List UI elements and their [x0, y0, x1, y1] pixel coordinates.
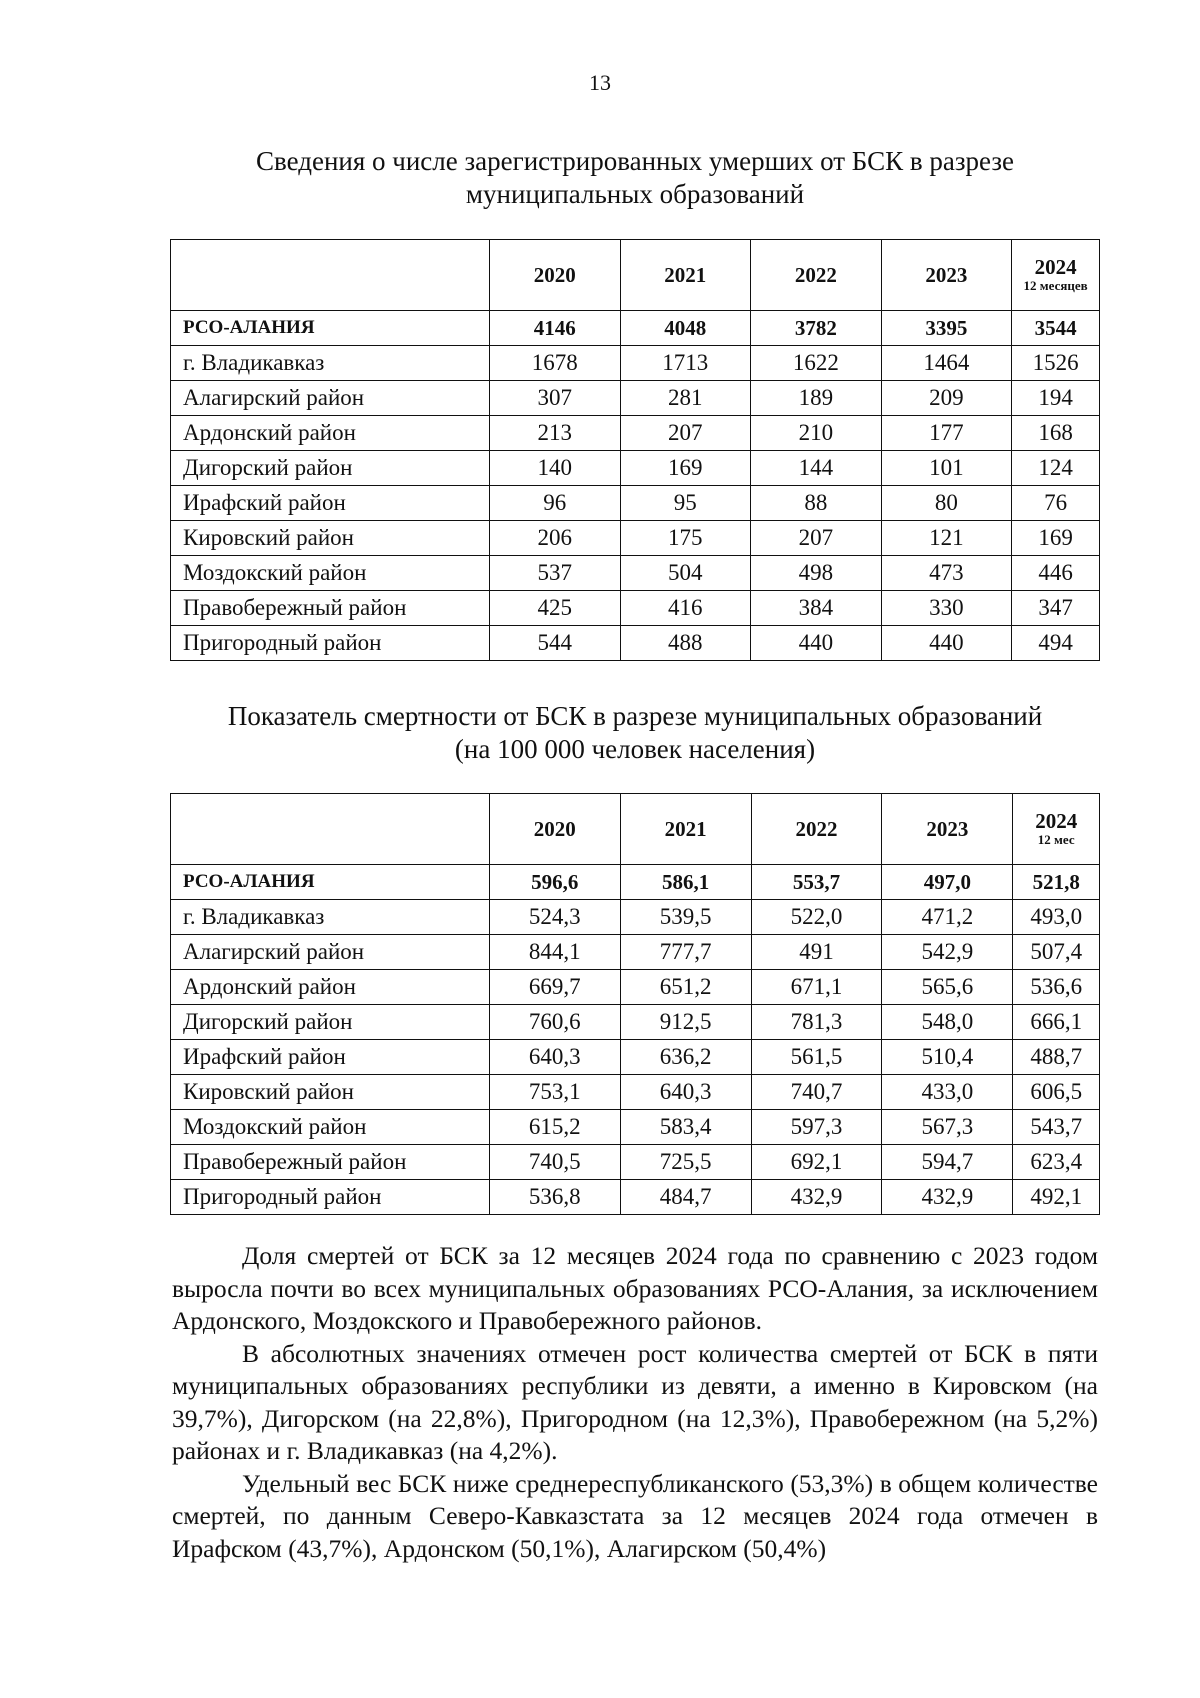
- region-name: Дигорский район: [171, 451, 490, 486]
- value-2023: 80: [881, 486, 1012, 521]
- table-row: [171, 1005, 1100, 1040]
- table-header-row: [171, 240, 1100, 311]
- header-2024: [1012, 240, 1100, 311]
- table-header-row: [171, 794, 1100, 865]
- value-2021: 484,7: [620, 1180, 751, 1215]
- value-2023: 440: [881, 626, 1012, 661]
- value-2023: 542,9: [882, 935, 1013, 970]
- region-name: Ирафский район: [171, 486, 490, 521]
- value-2023: 473: [881, 556, 1012, 591]
- value-2022: 189: [751, 381, 882, 416]
- value-2022: 692,1: [751, 1145, 882, 1180]
- value-2024: 493,0: [1013, 900, 1100, 935]
- value-2020: 615,2: [489, 1110, 620, 1145]
- value-2021: 725,5: [620, 1145, 751, 1180]
- table-row: [171, 591, 1100, 626]
- header-2021: 2021: [620, 240, 751, 311]
- value-2022: 440: [751, 626, 882, 661]
- deaths-count-table: [170, 239, 1100, 661]
- value-2020: 753,1: [489, 1075, 620, 1110]
- region-name: Ардонский район: [171, 416, 490, 451]
- value-2020: 4146: [489, 311, 620, 346]
- value-2023: 497,0: [882, 865, 1013, 900]
- value-2023: 433,0: [882, 1075, 1013, 1110]
- value-2021: 175: [620, 521, 751, 556]
- mortality-rate-table: [170, 793, 1100, 1215]
- header-2024-period: 12 месяцев: [1023, 278, 1088, 293]
- value-2022: 384: [751, 591, 882, 626]
- value-2020: 740,5: [489, 1145, 620, 1180]
- table-row: [171, 521, 1100, 556]
- value-2024: 507,4: [1013, 935, 1100, 970]
- value-2023: 548,0: [882, 1005, 1013, 1040]
- value-2022: 210: [751, 416, 882, 451]
- value-2020: 524,3: [489, 900, 620, 935]
- value-2022: 1622: [751, 346, 882, 381]
- value-2022: 3782: [751, 311, 882, 346]
- paragraph: Удельный вес БСК ниже среднереспубликанского (53,3%) в общем количестве смертей, по данным Северо-Кавказстата за 12 месяцев 2024 года отмечен в Ирафском (43,7%), Ардонском (50,1%), Алагирском (50,4%): [172, 1468, 1098, 1563]
- header-2023: 2023: [882, 794, 1013, 865]
- paragraph: В абсолютных значениях отмечен рост количества смертей от БСК в пяти муниципальных образованиях республики из девяти, а именно в Кировском (на 39,7%), Дигорском (на 22,8%), Пригородном (на 12,3%), Правобережном (на 5,2%) районах и г. Владикавказ (на 4,2%).: [172, 1338, 1098, 1465]
- table2-title-line1: Показатель смертности от БСК в разрезе муниципальных образований: [227, 701, 1043, 731]
- deaths-count-body: [171, 311, 1100, 661]
- value-2023: 101: [881, 451, 1012, 486]
- table-row: [171, 381, 1100, 416]
- table-row: [171, 1110, 1100, 1145]
- value-2024: 76: [1012, 486, 1100, 521]
- region-name: Ардонский район: [171, 970, 490, 1005]
- table-row: [171, 1075, 1100, 1110]
- value-2021: 640,3: [620, 1075, 751, 1110]
- table-row: [171, 1145, 1100, 1180]
- value-2022: 561,5: [751, 1040, 882, 1075]
- value-2020: 536,8: [489, 1180, 620, 1215]
- value-2021: 912,5: [620, 1005, 751, 1040]
- value-2021: 207: [620, 416, 751, 451]
- value-2021: 651,2: [620, 970, 751, 1005]
- region-name: г. Владикавказ: [171, 346, 490, 381]
- value-2021: 488: [620, 626, 751, 661]
- value-2021: 4048: [620, 311, 751, 346]
- table-row: [171, 346, 1100, 381]
- value-2022: 491: [751, 935, 882, 970]
- value-2022: 144: [751, 451, 882, 486]
- header-2023: 2023: [881, 240, 1012, 311]
- region-name: РСО-АЛАНИЯ: [171, 311, 490, 346]
- value-2024: 168: [1012, 416, 1100, 451]
- value-2020: 213: [489, 416, 620, 451]
- value-2024: 666,1: [1013, 1005, 1100, 1040]
- value-2022: 597,3: [751, 1110, 882, 1145]
- value-2021: 416: [620, 591, 751, 626]
- value-2020: 206: [489, 521, 620, 556]
- value-2020: 844,1: [489, 935, 620, 970]
- header-2024: [1013, 794, 1100, 865]
- table2-title: [170, 700, 1100, 766]
- value-2022: 671,1: [751, 970, 882, 1005]
- value-2023: 565,6: [882, 970, 1013, 1005]
- header-2022: 2022: [751, 240, 882, 311]
- table-row: [171, 556, 1100, 591]
- value-2024: 488,7: [1013, 1040, 1100, 1075]
- value-2021: 583,4: [620, 1110, 751, 1145]
- header-2024-year: 2024: [1034, 255, 1077, 279]
- region-name: Кировский район: [171, 521, 490, 556]
- value-2020: 1678: [489, 346, 620, 381]
- value-2024: 1526: [1012, 346, 1100, 381]
- header-2024-period: 12 мес: [1037, 832, 1075, 847]
- page-number: 13: [589, 70, 611, 95]
- table2-title-line2: (на 100 000 человек населения): [454, 734, 816, 764]
- value-2020: 640,3: [489, 1040, 620, 1075]
- body-text: [172, 1240, 1098, 1565]
- value-2021: 586,1: [620, 865, 751, 900]
- paragraph: Доля смертей от БСК за 12 месяцев 2024 года по сравнению с 2023 годом выросла почти во всех муниципальных образованиях РСО-Алания, за исключением Ардонского, Моздокского и Правобережного районов.: [172, 1241, 1098, 1335]
- table-row: [171, 1040, 1100, 1075]
- region-name: Пригородный район: [171, 1180, 490, 1215]
- value-2021: 504: [620, 556, 751, 591]
- table-row: [171, 451, 1100, 486]
- value-2021: 777,7: [620, 935, 751, 970]
- value-2024: 492,1: [1013, 1180, 1100, 1215]
- value-2024: 606,5: [1013, 1075, 1100, 1110]
- table-row: [171, 900, 1100, 935]
- value-2022: 432,9: [751, 1180, 882, 1215]
- value-2022: 522,0: [751, 900, 882, 935]
- table-row: [171, 1180, 1100, 1215]
- table1-title-line1: Сведения о числе зарегистрированных умерших от БСК в разрезе: [256, 146, 1014, 176]
- value-2022: 781,3: [751, 1005, 882, 1040]
- value-2022: 498: [751, 556, 882, 591]
- region-name: Пригородный район: [171, 626, 490, 661]
- value-2022: 207: [751, 521, 882, 556]
- region-name: Ирафский район: [171, 1040, 490, 1075]
- region-name: г. Владикавказ: [171, 900, 490, 935]
- value-2024: 494: [1012, 626, 1100, 661]
- value-2023: 567,3: [882, 1110, 1013, 1145]
- value-2021: 1713: [620, 346, 751, 381]
- table1-title: [170, 145, 1100, 211]
- value-2024: 543,7: [1013, 1110, 1100, 1145]
- value-2024: 3544: [1012, 311, 1100, 346]
- value-2023: 3395: [881, 311, 1012, 346]
- header-region: [171, 794, 490, 865]
- value-2023: 594,7: [882, 1145, 1013, 1180]
- value-2024: 521,8: [1013, 865, 1100, 900]
- value-2023: 121: [881, 521, 1012, 556]
- value-2024: 536,6: [1013, 970, 1100, 1005]
- value-2023: 471,2: [882, 900, 1013, 935]
- value-2021: 539,5: [620, 900, 751, 935]
- header-2021: 2021: [620, 794, 751, 865]
- value-2022: 88: [751, 486, 882, 521]
- table1-title-line2: муниципальных образований: [465, 179, 805, 209]
- region-name: Моздокский район: [171, 1110, 490, 1145]
- value-2020: 669,7: [489, 970, 620, 1005]
- value-2024: 623,4: [1013, 1145, 1100, 1180]
- header-region: [171, 240, 490, 311]
- value-2024: 446: [1012, 556, 1100, 591]
- value-2024: 124: [1012, 451, 1100, 486]
- value-2020: 425: [489, 591, 620, 626]
- table-row: [171, 311, 1100, 346]
- value-2024: 347: [1012, 591, 1100, 626]
- value-2020: 760,6: [489, 1005, 620, 1040]
- value-2021: 281: [620, 381, 751, 416]
- value-2022: 740,7: [751, 1075, 882, 1110]
- value-2021: 169: [620, 451, 751, 486]
- value-2022: 553,7: [751, 865, 882, 900]
- value-2023: 177: [881, 416, 1012, 451]
- header-2024-year: 2024: [1035, 809, 1078, 833]
- value-2020: 544: [489, 626, 620, 661]
- value-2024: 194: [1012, 381, 1100, 416]
- header-2020: 2020: [489, 794, 620, 865]
- table-row: [171, 935, 1100, 970]
- header-2020: 2020: [489, 240, 620, 311]
- value-2020: 307: [489, 381, 620, 416]
- value-2021: 636,2: [620, 1040, 751, 1075]
- region-name: Правобережный район: [171, 591, 490, 626]
- table-row: [171, 970, 1100, 1005]
- value-2021: 95: [620, 486, 751, 521]
- region-name: Дигорский район: [171, 1005, 490, 1040]
- region-name: РСО-АЛАНИЯ: [171, 865, 490, 900]
- value-2020: 596,6: [489, 865, 620, 900]
- value-2023: 432,9: [882, 1180, 1013, 1215]
- table-row: [171, 486, 1100, 521]
- region-name: Правобережный район: [171, 1145, 490, 1180]
- value-2020: 537: [489, 556, 620, 591]
- table-row: [171, 865, 1100, 900]
- value-2023: 209: [881, 381, 1012, 416]
- region-name: Кировский район: [171, 1075, 490, 1110]
- value-2020: 96: [489, 486, 620, 521]
- value-2024: 169: [1012, 521, 1100, 556]
- value-2023: 1464: [881, 346, 1012, 381]
- value-2020: 140: [489, 451, 620, 486]
- region-name: Алагирский район: [171, 381, 490, 416]
- table-row: [171, 626, 1100, 661]
- region-name: Алагирский район: [171, 935, 490, 970]
- header-2022: 2022: [751, 794, 882, 865]
- table-row: [171, 416, 1100, 451]
- region-name: Моздокский район: [171, 556, 490, 591]
- mortality-rate-body: [171, 865, 1100, 1215]
- value-2023: 510,4: [882, 1040, 1013, 1075]
- value-2023: 330: [881, 591, 1012, 626]
